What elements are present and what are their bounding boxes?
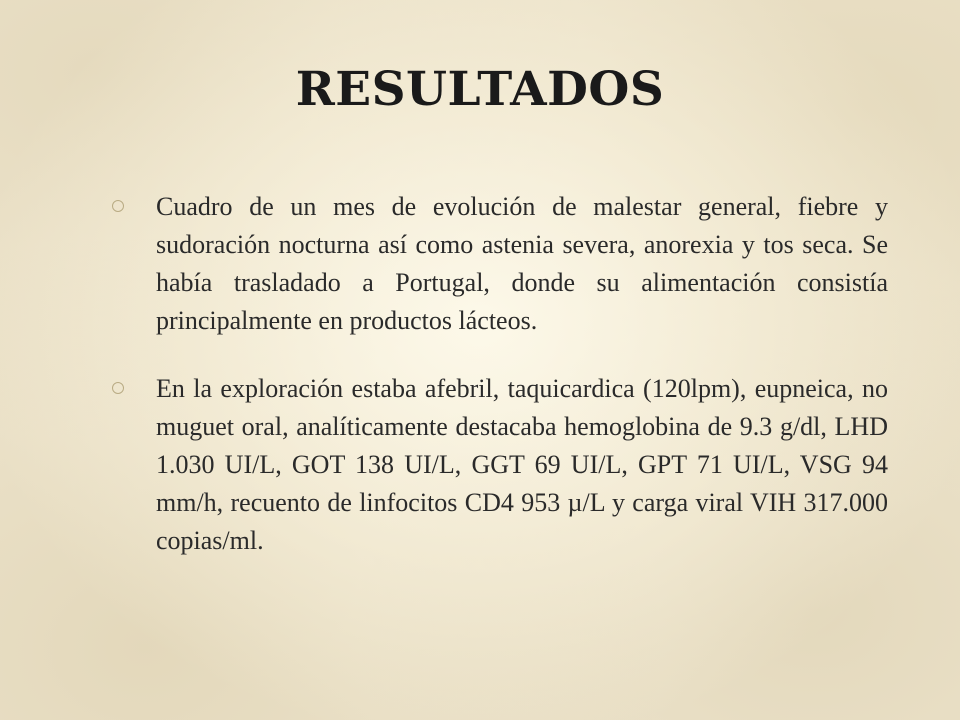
bullet-item [108, 188, 888, 340]
bullet-list [108, 188, 888, 590]
circle-bullet-icon [112, 382, 124, 394]
circle-bullet-icon [112, 200, 124, 212]
bullet-text: Cuadro de un mes de evolución de malestar general, fiebre y sudoración nocturna así como astenia severa, anorexia y tos seca. Se había trasladado a Portugal, donde su alimentación consistía principalmente en productos lácteos. [156, 192, 888, 335]
bullet-item [108, 370, 888, 560]
bullet-text: En la exploración estaba afebril, taquicardica (120lpm), eupneica, no muguet oral, analíticamente destacaba hemoglobina de 9.3 g/dl, LHD 1.030 UI/L, GOT 138 UI/L, GGT 69 UI/L, GPT 71 UI/L, VSG 94 mm/h, recuento de linfocitos CD4 953 µ/L y carga viral VIH 317.000 copias/ml. [156, 374, 888, 555]
slide-title: RESULTADOS [295, 62, 665, 117]
